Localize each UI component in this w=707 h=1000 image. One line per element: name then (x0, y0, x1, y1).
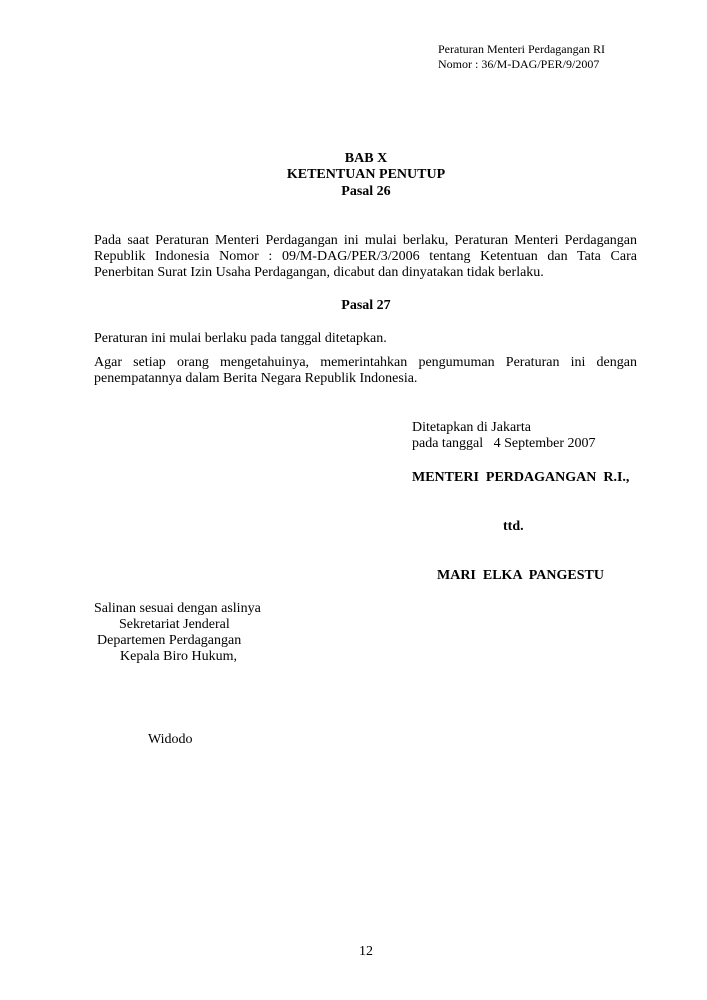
signature-place: Ditetapkan di Jakarta (412, 420, 531, 435)
article-27-paragraph-2 (94, 355, 637, 387)
header-regulation-number: Nomor : 36/M-DAG/PER/9/2007 (438, 57, 600, 71)
paragraph-line: Pada saat Peraturan Menteri Perdagangan ini mulai berlaku, Peraturan Menteri Perdagangan (94, 233, 637, 248)
chapter-number: BAB X (344, 151, 388, 166)
document-header (438, 42, 605, 72)
paragraph-line: Agar setiap orang mengetahuinya, memerintahkan pengumuman Peraturan ini dengan (94, 355, 637, 370)
header-regulation-title: Peraturan Menteri Perdagangan RI (438, 42, 605, 56)
paragraph-line: Republik Indonesia Nomor : 09/M-DAG/PER/3/2006 tentang Ketentuan dan Tata Cara (94, 249, 637, 264)
chapter-title: KETENTUAN PENUTUP (286, 167, 446, 182)
article-27-heading: Pasal 27 (341, 298, 391, 313)
article-26-paragraph (94, 233, 637, 281)
paragraph-line: Penerbitan Surat Izin Usaha Perdagangan, dicabut dan dinyatakan tidak berlaku. (94, 265, 544, 280)
article-26-heading: Pasal 26 (341, 184, 391, 199)
signature-ttd: ttd. (503, 519, 524, 534)
certified-copy-line-2: Sekretariat Jenderal (119, 617, 230, 632)
signature-office: MENTERI PERDAGANGAN R.I., (412, 470, 630, 485)
paragraph-line: penempatannya dalam Berita Negara Republik Indonesia. (94, 371, 418, 386)
certified-copy-line-4: Kepala Biro Hukum, (120, 649, 238, 664)
certified-copy-line-1: Salinan sesuai dengan aslinya (94, 601, 261, 616)
page-number: 12 (359, 944, 373, 959)
certified-copy-line-3: Departemen Perdagangan (97, 633, 242, 648)
certified-copy-name: Widodo (148, 732, 193, 747)
signatory-name: MARI ELKA PANGESTU (437, 568, 604, 583)
article-27-paragraph-1: Peraturan ini mulai berlaku pada tanggal ditetapkan. (94, 331, 387, 346)
signature-date: pada tanggal 4 September 2007 (412, 436, 596, 451)
